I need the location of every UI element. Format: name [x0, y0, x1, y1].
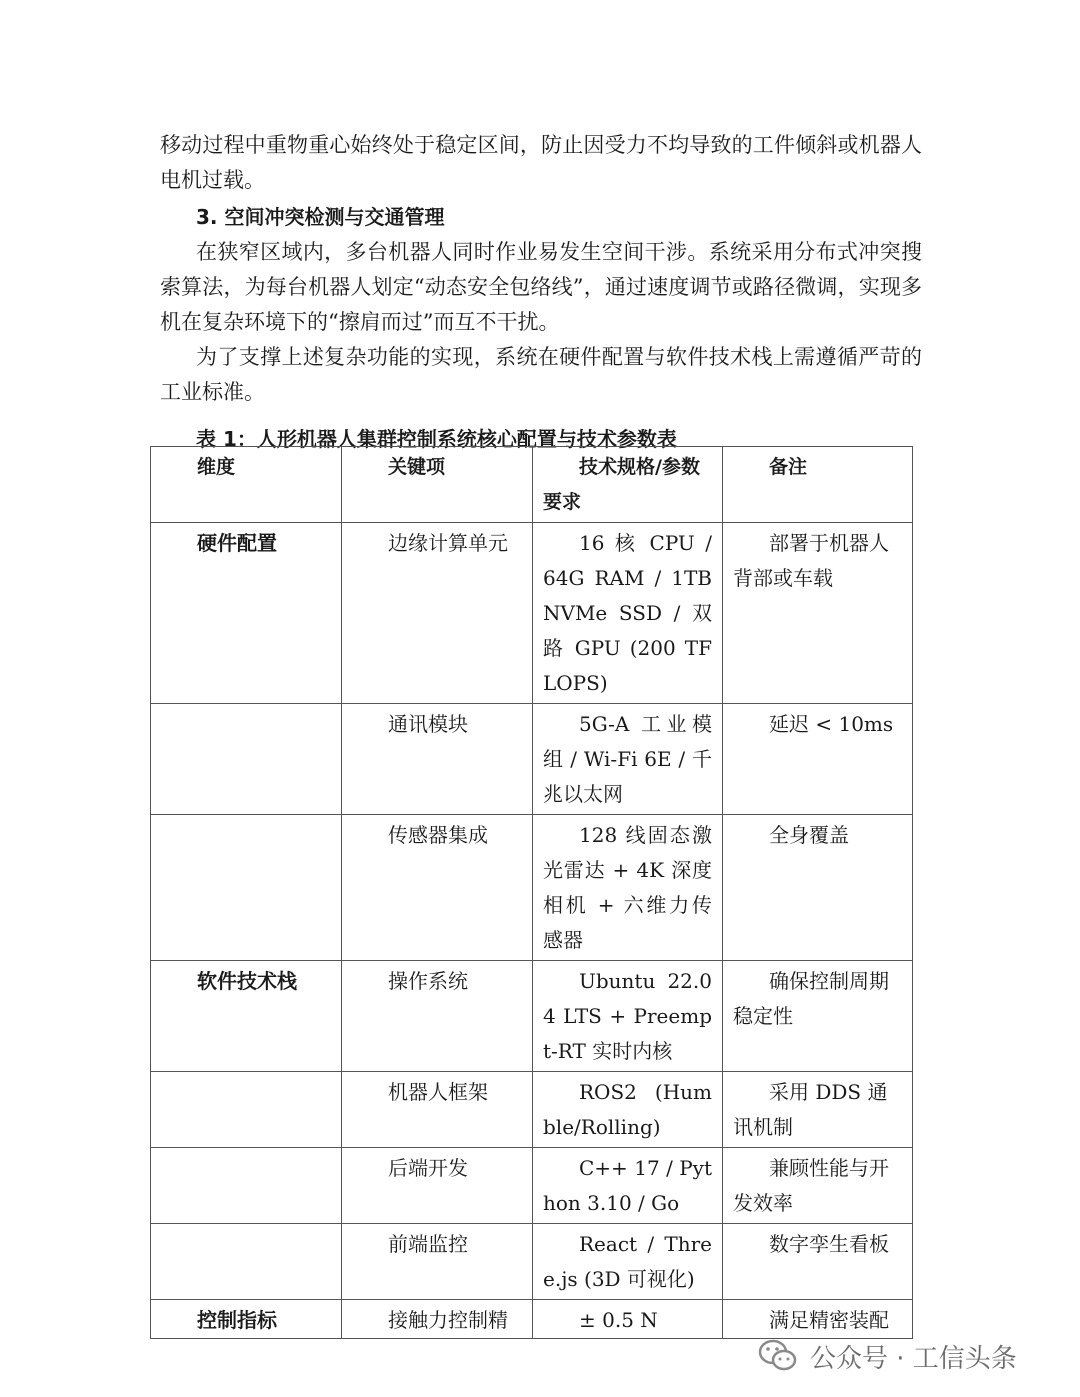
table-row	[151, 704, 913, 815]
table-caption: 表 1：人形机器人集群控制系统核心配置与技术参数表	[196, 427, 677, 451]
cell-note: 延迟 < 10ms	[723, 704, 913, 815]
cell-spec: 5G-A 工业模组 / Wi-Fi 6E / 千兆以太网	[533, 704, 723, 815]
cell-spec: Ubuntu 22.04 LTS + Preempt-RT 实时内核	[533, 961, 723, 1072]
cell-key-item: 后端开发	[342, 1148, 533, 1224]
header-key-item: 关键项	[342, 447, 533, 523]
header-dimension: 维度	[151, 447, 342, 523]
table-row	[151, 1148, 913, 1224]
table-row	[151, 961, 913, 1072]
cell-note: 数字孪生看板	[723, 1224, 913, 1300]
cell-dimension: 控制指标	[151, 1300, 342, 1339]
cell-note: 兼顾性能与开发效率	[723, 1148, 913, 1224]
table-header-row	[151, 447, 913, 523]
cell-dimension	[151, 704, 342, 815]
cell-spec: C++ 17 / Python 3.10 / Go	[533, 1148, 723, 1224]
header-note: 备注	[723, 447, 913, 523]
cell-note: 满足精密装配	[723, 1300, 913, 1339]
paragraph-standards: 为了支撑上述复杂功能的实现，系统在硬件配置与软件技术栈上需遵循严苛的工业标准。	[160, 345, 922, 404]
cell-spec: 128 线固态激光雷达 + 4K 深度相机 + 六维力传感器	[533, 815, 723, 961]
cell-dimension	[151, 815, 342, 961]
cell-key-item: 传感器集成	[342, 815, 533, 961]
watermark-text: 公众号 · 工信头条	[810, 1343, 1017, 1374]
cell-spec: React / Three.js (3D 可视化)	[533, 1224, 723, 1300]
cell-note: 全身覆盖	[723, 815, 913, 961]
config-table	[150, 446, 913, 1339]
cell-key-item: 边缘计算单元	[342, 523, 533, 704]
cell-spec: 16 核 CPU / 64G RAM / 1TB NVMe SSD / 双路 GPU (200 TFLOPS)	[533, 523, 723, 704]
table-row	[151, 1072, 913, 1148]
cell-key-item: 机器人框架	[342, 1072, 533, 1148]
cell-key-item: 前端监控	[342, 1224, 533, 1300]
paragraph-continued: 移动过程中重物重心始终处于稳定区间，防止因受力不均导致的工件倾斜或机器人电机过载。	[160, 133, 922, 192]
section-heading-3: 3. 空间冲突检测与交通管理	[196, 205, 445, 229]
wechat-icon	[758, 1338, 798, 1374]
cell-dimension: 硬件配置	[151, 523, 342, 704]
paragraph-conflict-detection: 在狭窄区域内，多台机器人同时作业易发生空间干涉。系统采用分布式冲突搜索算法，为每台机器人划定“动态安全包络线”，通过速度调节或路径微调，实现多机在复杂环境下的“擦肩而过”而互不干扰。	[160, 240, 922, 334]
header-spec: 技术规格/参数要求	[533, 447, 723, 523]
cell-dimension	[151, 1224, 342, 1300]
cell-dimension: 软件技术栈	[151, 961, 342, 1072]
cell-key-item: 接触力控制精	[342, 1300, 533, 1339]
table-row	[151, 1300, 913, 1339]
cell-note: 部署于机器人背部或车载	[723, 523, 913, 704]
cell-key-item: 通讯模块	[342, 704, 533, 815]
cell-note: 采用 DDS 通讯机制	[723, 1072, 913, 1148]
watermark	[758, 1336, 1017, 1376]
table-row	[151, 523, 913, 704]
table-row	[151, 1224, 913, 1300]
cell-key-item: 操作系统	[342, 961, 533, 1072]
document-body	[160, 128, 922, 454]
table-row	[151, 815, 913, 961]
cell-dimension	[151, 1148, 342, 1224]
cell-spec: ROS2 (Humble/Rolling)	[533, 1072, 723, 1148]
cell-note: 确保控制周期稳定性	[723, 961, 913, 1072]
cell-spec: ± 0.5 N	[533, 1300, 723, 1339]
cell-dimension	[151, 1072, 342, 1148]
